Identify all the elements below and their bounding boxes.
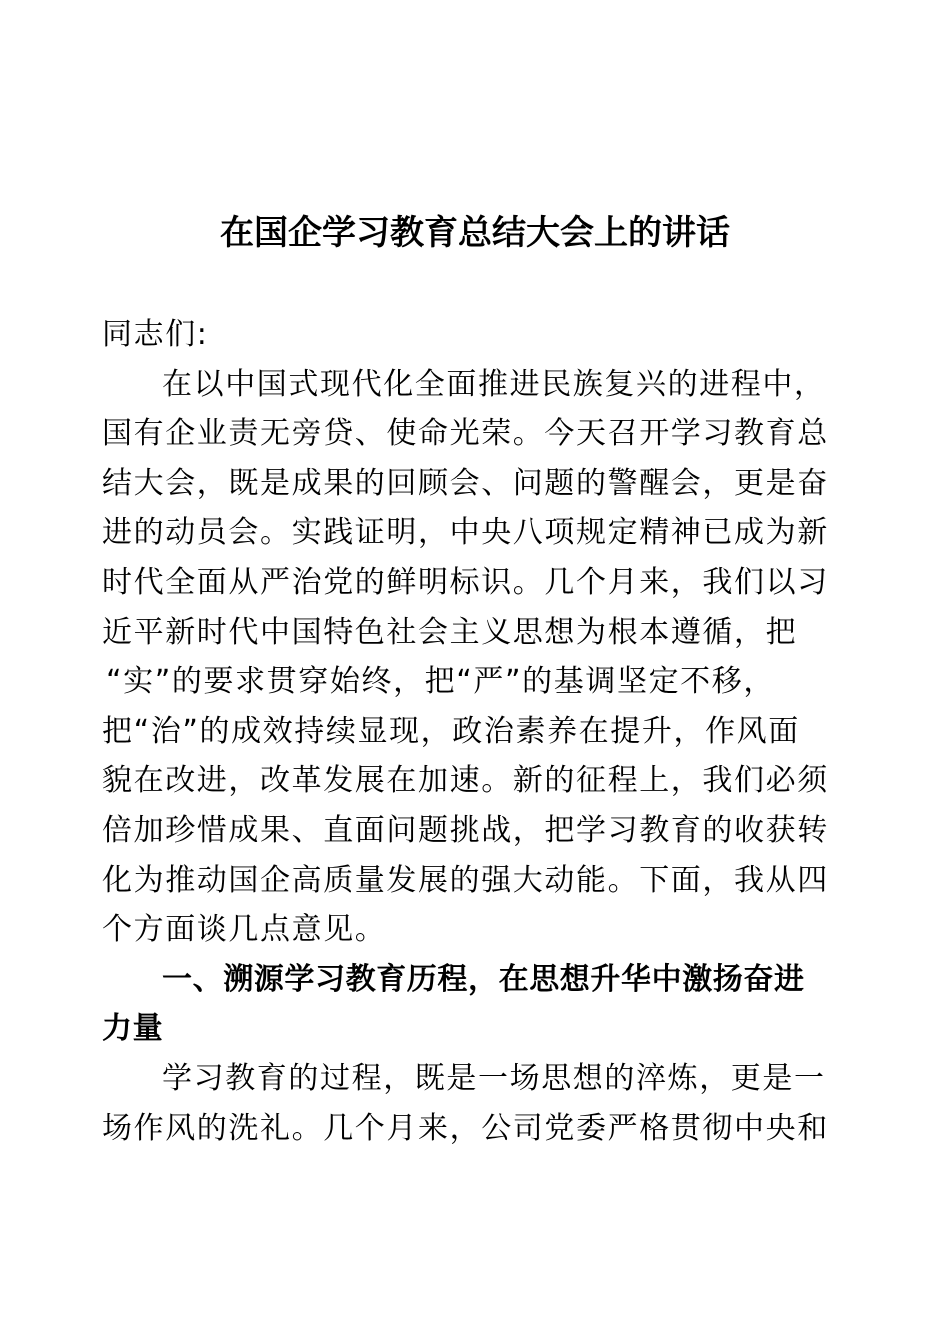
paragraph-line: 倍加珍惜成果、直面问题挑战，把学习教育的收获转 [102, 812, 829, 848]
paragraph-line: 结大会，既是成果的回顾会、问题的警醒会，更是奋 [102, 465, 829, 501]
document-body [102, 310, 842, 1153]
paragraph-line: “实”的要求贯穿始终，把“严”的基调坚定不移， [106, 664, 775, 700]
salutation: 同志们: [102, 317, 209, 352]
document-title: 在国企学习教育总结大会上的讲话 [220, 213, 730, 253]
paragraph-line: 进的动员会。实践证明，中央八项规定精神已成为新 [102, 515, 829, 551]
paragraph-line: 貌在改进，改革发展在加速。新的征程上，我们必须 [102, 763, 829, 799]
paragraph-line: 场作风的洗礼。几个月来，公司党委严格贯彻中央和 [102, 1110, 829, 1146]
section-heading: 一、溯源学习教育历程，在思想升华中激扬奋进 [162, 961, 805, 997]
paragraph-line: 时代全面从严治党的鲜明标识。几个月来，我们以习 [102, 564, 829, 600]
paragraph-line: 把“治”的成效持续显现，政治素养在提升，作风面 [102, 713, 800, 749]
paragraph-line: 学习教育的过程，既是一场思想的淬炼，更是一 [162, 1060, 826, 1096]
paragraph-line: 近平新时代中国特色社会主义思想为根本遵循，把 [102, 614, 798, 650]
section-heading-continued: 力量 [102, 1011, 164, 1047]
paragraph-line: 化为推动国企高质量发展的强大动能。下面，我从四 [102, 862, 829, 898]
paragraph-line: 个方面谈几点意见。 [102, 912, 387, 948]
paragraph-line: 在以中国式现代化全面推进民族复兴的进程中， [162, 366, 826, 402]
paragraph-line: 国有企业责无旁贷、使命光荣。今天召开学习教育总 [102, 416, 829, 452]
